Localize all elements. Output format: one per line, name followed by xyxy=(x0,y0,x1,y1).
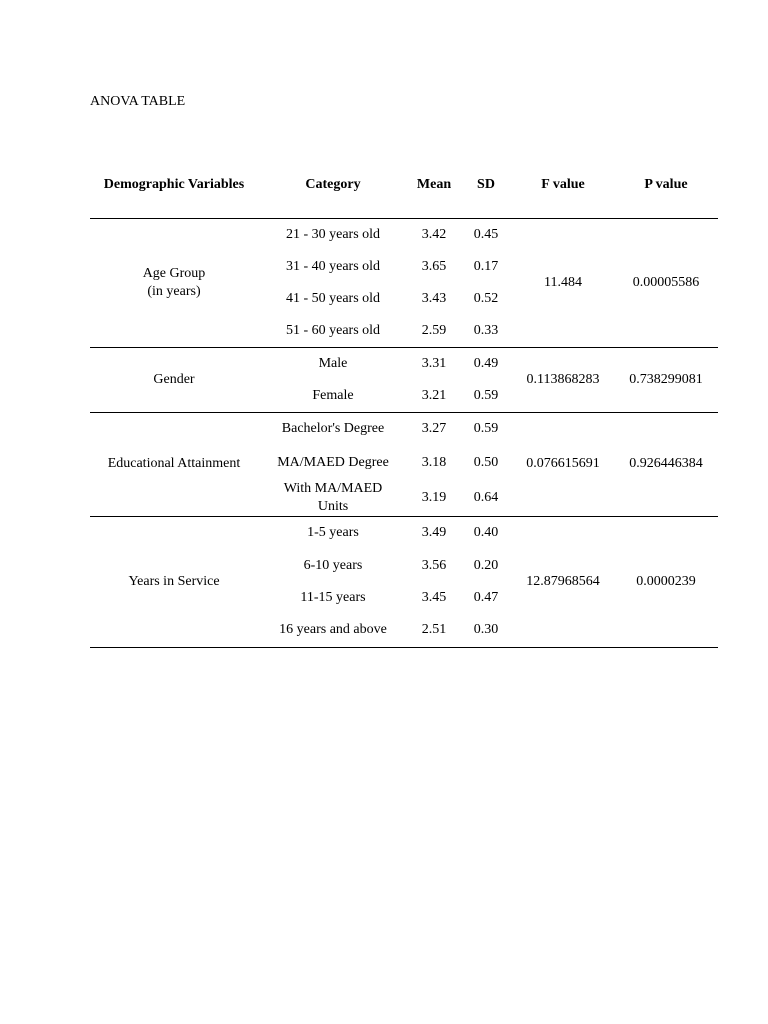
category-label: 21 - 30 years old xyxy=(285,226,381,242)
category-cell xyxy=(258,283,408,315)
table-header-row xyxy=(90,152,718,219)
category-cell xyxy=(258,549,408,582)
p-value-cell: 0.0000239 xyxy=(614,516,718,647)
sd-cell: 0.50 xyxy=(473,454,499,470)
category-label: Male xyxy=(318,356,348,372)
variable-label: Educational Attainment xyxy=(107,456,241,472)
category-label: 41 - 50 years old xyxy=(285,290,381,306)
f-value-cell: 0.113868283 xyxy=(512,348,614,413)
table-row xyxy=(90,348,718,381)
sd-cell: 0.17 xyxy=(473,258,499,274)
table-row xyxy=(90,413,718,446)
page-title: ANOVA TABLE xyxy=(90,94,186,109)
p-value-cell: 0.00005586 xyxy=(614,219,718,348)
f-value-cell: 0.076615691 xyxy=(512,413,614,517)
category-label: With MA/MAED Units xyxy=(283,480,383,514)
category-cell xyxy=(258,413,408,446)
table-body xyxy=(90,219,718,648)
header-p-value: P value xyxy=(614,152,718,219)
sd-cell: 0.49 xyxy=(473,356,499,372)
category-label: 1-5 years xyxy=(307,524,359,540)
header-sd: SD xyxy=(460,152,512,219)
sd-cell: 0.45 xyxy=(473,226,499,242)
sd-cell: 0.59 xyxy=(473,421,499,437)
mean-cell: 3.19 xyxy=(408,480,460,517)
category-cell xyxy=(258,348,408,381)
header-f-value: F value xyxy=(512,152,614,219)
sd-cell: 0.52 xyxy=(473,290,499,306)
header-mean: Mean xyxy=(408,152,460,219)
header-category: Category xyxy=(258,152,408,219)
variable-label: Gender xyxy=(153,372,195,387)
mean-cell: 2.59 xyxy=(408,315,460,348)
category-cell xyxy=(258,516,408,549)
variable-cell xyxy=(90,348,258,413)
f-value-cell: 12.87968564 xyxy=(512,516,614,647)
category-label: Female xyxy=(312,388,354,404)
category-label: 16 years and above xyxy=(279,622,387,638)
category-cell xyxy=(258,446,408,480)
category-cell xyxy=(258,582,408,614)
category-label: 11-15 years xyxy=(300,590,366,605)
p-value-cell: 0.926446384 xyxy=(614,413,718,517)
category-label: Bachelor's Degree xyxy=(281,421,385,437)
mean-cell: 3.65 xyxy=(421,258,447,274)
category-cell xyxy=(258,614,408,647)
category-label: MA/MAED Degree xyxy=(277,454,389,470)
category-cell xyxy=(258,480,408,517)
sd-cell: 0.20 xyxy=(473,557,499,573)
category-cell xyxy=(258,251,408,283)
sd-cell: 0.47 xyxy=(473,590,499,605)
sd-cell: 0.59 xyxy=(460,381,512,413)
mean-cell: 3.45 xyxy=(421,590,447,605)
table-row xyxy=(90,219,718,251)
mean-cell: 3.31 xyxy=(421,356,447,372)
mean-cell: 2.51 xyxy=(408,614,460,647)
category-cell xyxy=(258,381,408,413)
variable-cell xyxy=(90,413,258,517)
mean-cell: 3.43 xyxy=(421,290,447,306)
sd-cell: 0.64 xyxy=(460,480,512,517)
sd-cell: 0.33 xyxy=(460,315,512,348)
header-demographic-variables: Demographic Variables xyxy=(90,152,258,219)
mean-cell: 3.18 xyxy=(421,454,447,470)
mean-cell: 3.27 xyxy=(421,421,447,437)
category-label: 31 - 40 years old xyxy=(285,258,381,274)
table-row xyxy=(90,516,718,549)
mean-cell: 3.56 xyxy=(421,557,447,573)
mean-cell: 3.21 xyxy=(408,381,460,413)
variable-label: Age Group (in years) xyxy=(142,266,206,299)
variable-cell xyxy=(90,516,258,647)
anova-table xyxy=(90,152,718,648)
sd-cell: 0.30 xyxy=(460,614,512,647)
category-cell xyxy=(258,315,408,348)
category-cell xyxy=(258,219,408,251)
p-value-cell: 0.738299081 xyxy=(614,348,718,413)
mean-cell: 3.49 xyxy=(421,524,447,540)
variable-label: Years in Service xyxy=(128,573,220,589)
f-value-cell: 11.484 xyxy=(512,219,614,348)
category-label: 51 - 60 years old xyxy=(285,322,381,338)
mean-cell: 3.42 xyxy=(421,226,447,242)
sd-cell: 0.40 xyxy=(473,524,499,540)
category-label: 6-10 years xyxy=(303,557,363,573)
variable-cell xyxy=(90,219,258,348)
